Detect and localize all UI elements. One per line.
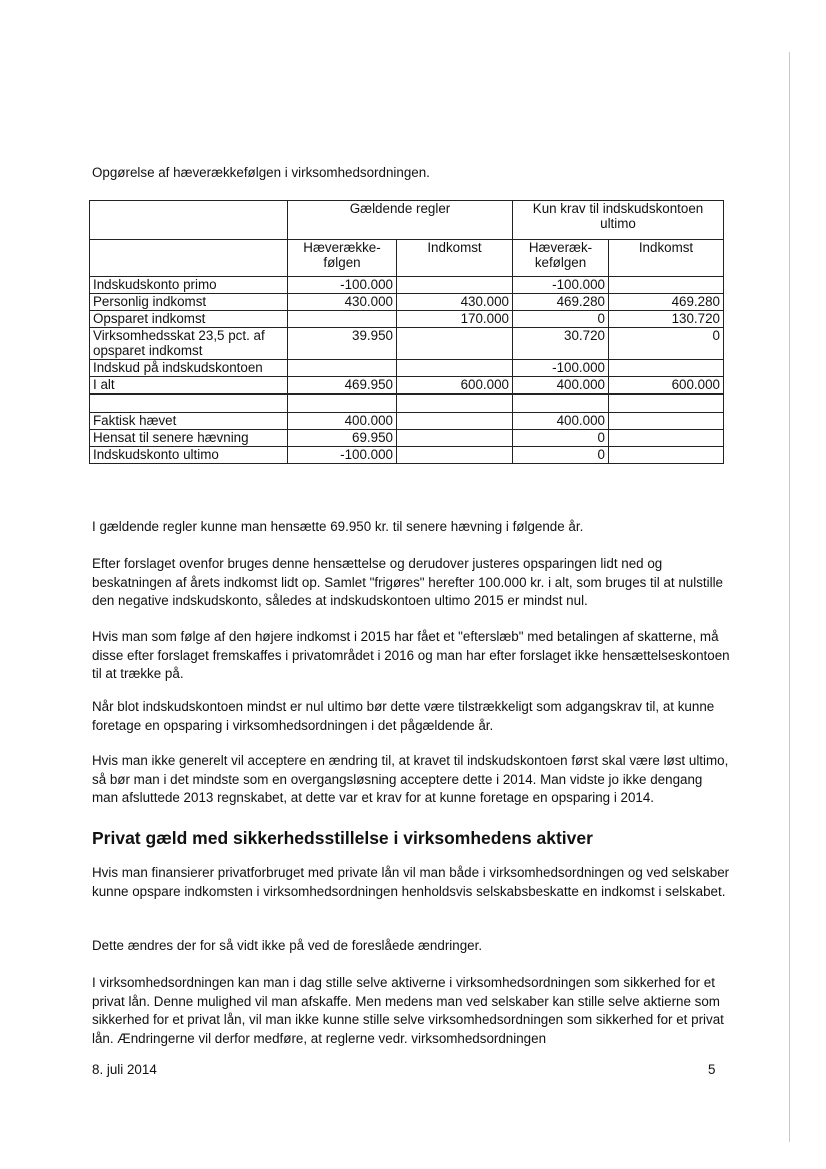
paragraph: Hvis man ikke generelt vil acceptere en ændring til, at kravet til indskudskontoen først skal være løst ultimo, så bør man i det mindste som en overgangsløsning acceptere dette i 2014. Man vidste jo ikke dengang man afsluttede 2013 regnskabet, at dette var et krav for at kunne foretage en opsparing i 2014. bbox=[92, 753, 729, 806]
table-cell bbox=[397, 328, 513, 360]
table-cell: 30.720 bbox=[513, 328, 609, 360]
table-row bbox=[90, 311, 724, 328]
page-edge-line bbox=[789, 52, 790, 1142]
table-row bbox=[90, 294, 724, 311]
table-cell bbox=[609, 447, 724, 464]
table-cell bbox=[609, 413, 724, 430]
paragraph: Dette ændres der for så vidt ikke på ved de foreslåede ændringer. bbox=[92, 938, 483, 954]
table-row-total bbox=[90, 377, 724, 395]
table-cell: -100.000 bbox=[513, 277, 609, 294]
table-cell: 400.000 bbox=[513, 377, 609, 395]
row-label: Hensat til senere hævning bbox=[90, 430, 288, 447]
table-cell: 0 bbox=[513, 430, 609, 447]
table-cell: -100.000 bbox=[288, 277, 397, 294]
row-label: Personlig indkomst bbox=[90, 294, 288, 311]
table-cell bbox=[609, 430, 724, 447]
table-cell bbox=[609, 360, 724, 377]
table-group-header-row bbox=[90, 201, 724, 240]
table-cell: 469.950 bbox=[288, 377, 397, 395]
table-cell bbox=[288, 311, 397, 328]
table-cell: 0 bbox=[513, 447, 609, 464]
table-cell bbox=[397, 394, 513, 413]
table-sub-header-row bbox=[90, 240, 724, 277]
paragraph: Når blot indskudskontoen mindst er nul ultimo bør dette være tilstrækkeligt som adgangskrav til, at kunne foretage en opsparing i virksomhedsordningen i det pågældende år. bbox=[92, 699, 715, 733]
table-cell: 600.000 bbox=[397, 377, 513, 395]
paragraph: Efter forslaget ovenfor bruges denne hensættelse og derudover justeres opsparingen lidt ned og beskatningen af årets indkomst lidt op. Samlet "frigøres" herefter 100.000 kr. i alt, som bruges til at nulstille den negative indskudskonto, således at indskudskontoen ultimo 2015 er mindst nul. bbox=[92, 556, 723, 609]
table-cell bbox=[397, 360, 513, 377]
table-row bbox=[90, 447, 724, 464]
row-label: Indskudskonto ultimo bbox=[90, 447, 288, 464]
table-row bbox=[90, 430, 724, 447]
table-row bbox=[90, 277, 724, 294]
paragraph: I virksomhedsordningen kan man i dag stille selve aktiverne i virksomhedsordningen som sikkerhed for et privat lån. Denne mulighed vil man afskaffe. Men medens man ved selskaber kan stille selve aktierne som sikkerhed for et privat lån, vil man ikke kunne stille selve virksomhedsordningen som sikkerhed for et privat lån. Ændringerne vil derfor medføre, at reglerne vedr. virksomhedsordningen bbox=[92, 975, 724, 1046]
table-cell: 130.720 bbox=[609, 311, 724, 328]
table-cell bbox=[609, 277, 724, 294]
table-cell bbox=[609, 394, 724, 413]
section-heading: Privat gæld med sikkerhedsstillelse i virksomhedens aktiver bbox=[92, 828, 593, 848]
footer-date: 8. juli 2014 bbox=[92, 1062, 157, 1077]
table-caption: Opgørelse af hæverækkefølgen i virksomhedsordningen. bbox=[92, 165, 430, 180]
table-row bbox=[90, 413, 724, 430]
row-label: Faktisk hævet bbox=[90, 413, 288, 430]
row-label: I alt bbox=[90, 377, 288, 395]
table-row bbox=[90, 360, 724, 377]
sub-header-cell: Hæveræk-kefølgen bbox=[513, 240, 609, 277]
table-cell bbox=[513, 394, 609, 413]
row-label: Opsparet indkomst bbox=[90, 311, 288, 328]
table-row bbox=[90, 328, 724, 360]
table-cell: 69.950 bbox=[288, 430, 397, 447]
table-cell: 400.000 bbox=[288, 413, 397, 430]
table-cell: 400.000 bbox=[513, 413, 609, 430]
table-cell: 469.280 bbox=[513, 294, 609, 311]
row-label bbox=[90, 394, 288, 413]
table-cell bbox=[397, 447, 513, 464]
paragraph: Hvis man finansierer privatforbruget med private lån vil man både i virksomhedsordningen og ved selskaber kunne opspare indkomsten i virksomhedsordningen henholdsvis selskabsbeskatte en indkomst i selskabet. bbox=[92, 865, 730, 899]
row-label: Indskudskonto primo bbox=[90, 277, 288, 294]
sub-header-cell: Indkomst bbox=[397, 240, 513, 277]
table-cell bbox=[288, 360, 397, 377]
table-row-empty bbox=[90, 394, 724, 413]
table-cell: 0 bbox=[609, 328, 724, 360]
header-corner-cell bbox=[90, 201, 288, 240]
table-cell: 430.000 bbox=[288, 294, 397, 311]
paragraph: Hvis man som følge af den højere indkomst i 2015 har fået et "efterslæb" med betalingen af skatterne, må disse efter forslaget fremskaffes i privatområdet i 2016 og man har efter forslaget ikke hensættelseskontoen til at trække på. bbox=[92, 629, 730, 682]
table-cell bbox=[288, 394, 397, 413]
row-label: Indskud på indskudskontoen bbox=[90, 360, 288, 377]
table-cell bbox=[397, 413, 513, 430]
sub-header-cell: Hæverække-følgen bbox=[288, 240, 397, 277]
table-cell: 170.000 bbox=[397, 311, 513, 328]
table-cell: -100.000 bbox=[513, 360, 609, 377]
table-cell: -100.000 bbox=[288, 447, 397, 464]
table-cell bbox=[397, 430, 513, 447]
group-header-current-rules: Gældende regler bbox=[288, 201, 513, 240]
row-label: Virksomhedsskat 23,5 pct. af opsparet indkomst bbox=[90, 328, 288, 360]
sub-header-cell: Indkomst bbox=[609, 240, 724, 277]
table-cell: 600.000 bbox=[609, 377, 724, 395]
group-header-ultimo-requirement: Kun krav til indskudskontoen ultimo bbox=[513, 201, 724, 240]
sub-header-label-cell bbox=[90, 240, 288, 277]
withdrawal-order-table bbox=[89, 200, 724, 464]
table-cell: 0 bbox=[513, 311, 609, 328]
page-number: 5 bbox=[708, 1062, 716, 1077]
table-cell: 430.000 bbox=[397, 294, 513, 311]
paragraph: I gældende regler kunne man hensætte 69.950 kr. til senere hævning i følgende år. bbox=[92, 519, 584, 535]
table-cell bbox=[397, 277, 513, 294]
table-cell: 469.280 bbox=[609, 294, 724, 311]
table-cell: 39.950 bbox=[288, 328, 397, 360]
